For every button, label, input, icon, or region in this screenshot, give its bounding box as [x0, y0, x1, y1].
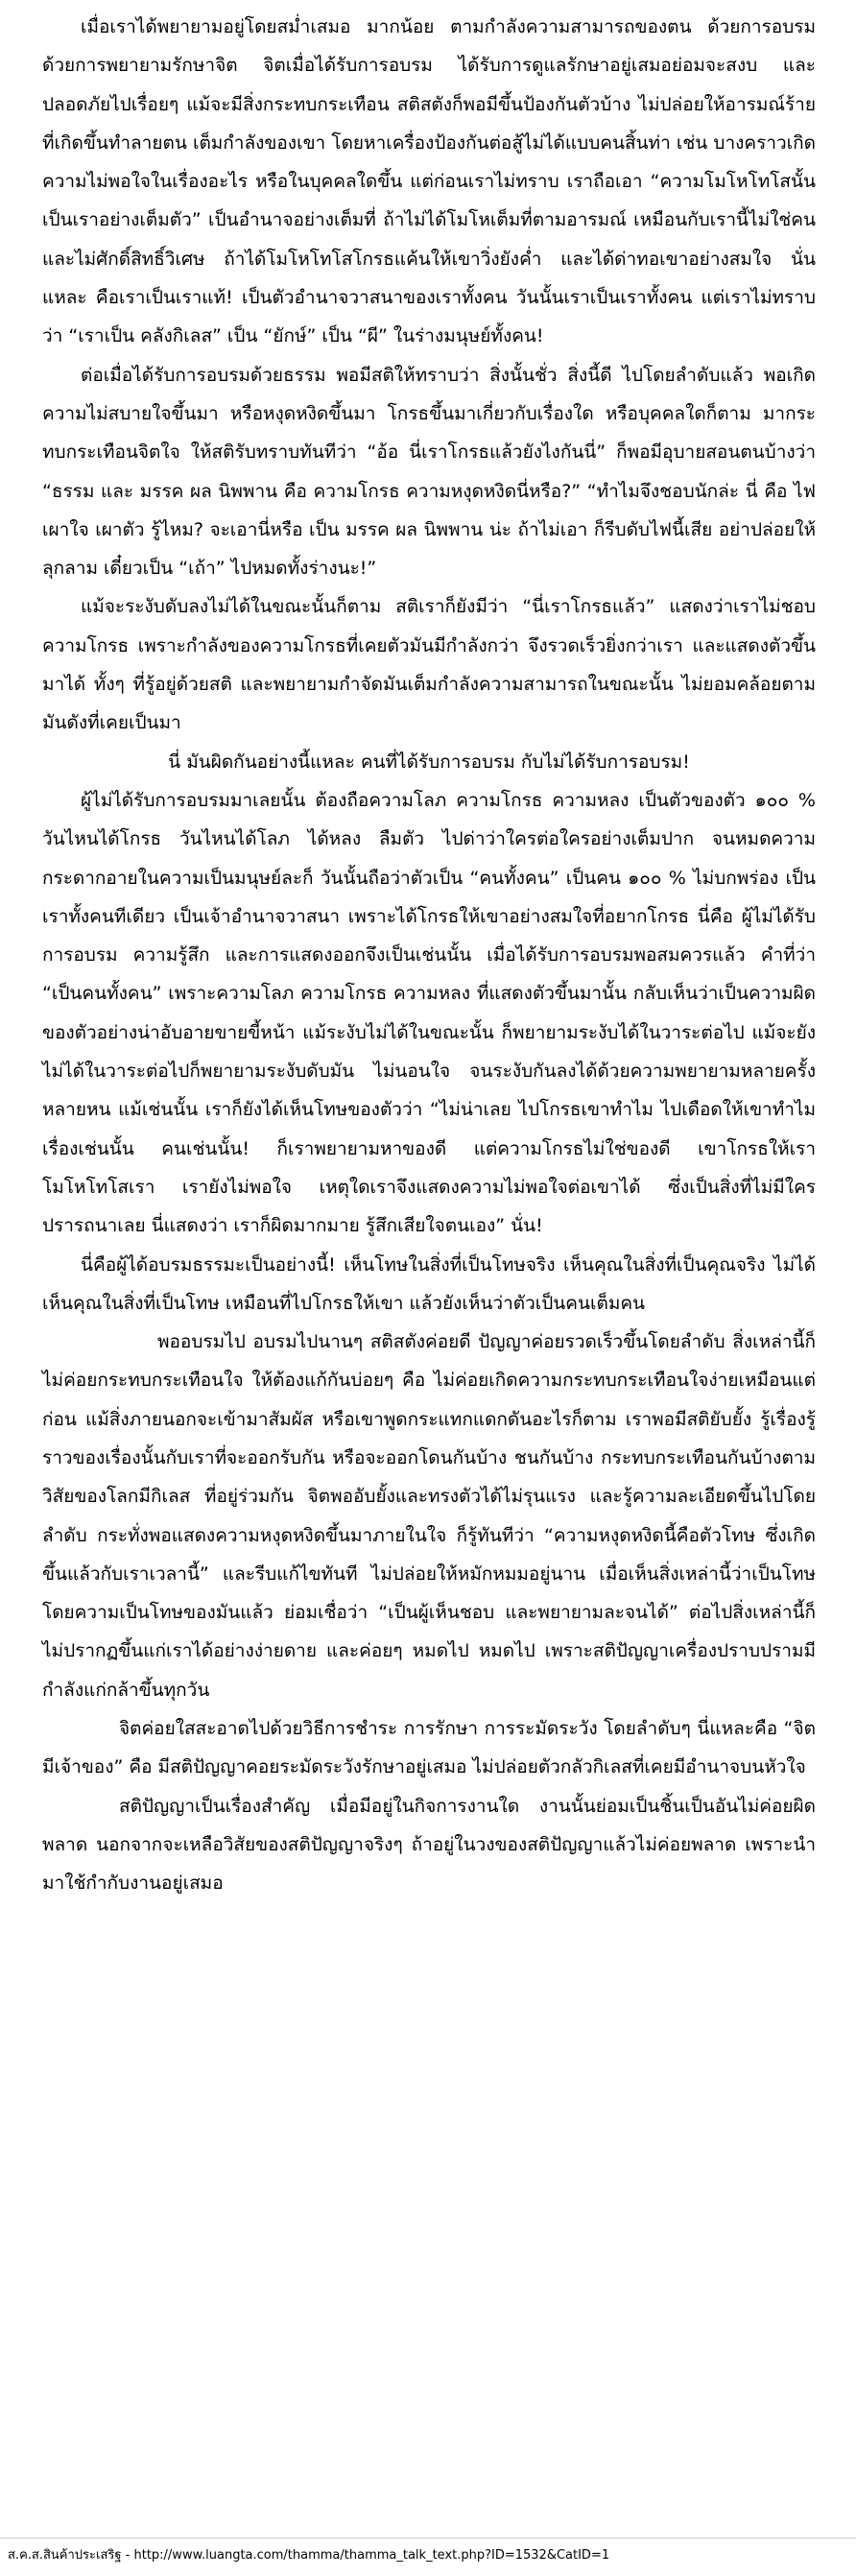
- footer-divider: [0, 2538, 856, 2539]
- document-body: [42, 8, 816, 1903]
- paragraph-2: ต่อเมื่อได้รับการอบรมด้วยธรรม พอมีสติให้ทราบว่า สิ่งนั้นชั่ว สิ่งนี้ดี ไปโดยลำดับแล้ว พอเกิดความไม่สบายใจขึ้นมา หรือหงุดหงิดขึ้นมา โกรธขึ้นมาเกี่ยวกับเรื่องใด หรือบุคคลใดก็ตาม มากระทบกระเทือนจิตใจ ให้สติรับทราบทันทีว่า “อ้อ นี่เราโกรธแล้วยังไงกันนี่” ก็พอมีอุบายสอนตนบ้างว่า “ธรรม และ มรรค ผล นิพพาน คือ ความโกรธ ความหงุดหงิดนี่หรือ?” “ทำไมจึงชอบนักล่ะ นี่ คือ ไฟ เผาใจ เผาตัว รู้ไหม? จะเอานี่หรือ เป็น มรรค ผล นิพพาน น่ะ ถ้าไม่เอา ก็รีบดับไฟนี้เสีย อย่าปล่อยให้ลุกลาม เดี๋ยวเป็น “เถ้า” ไปหมดทั้งร่างนะ!”: [42, 364, 816, 580]
- paragraph-5: ผู้ไม่ได้รับการอบรมมาเลยนั้น ต้องถือความโลภ ความโกรธ ความหลง เป็นตัวของตัว ๑๐๐ % วันไหนได้โกรธ วันไหนได้โลภ ได้หลง ลืมตัว ไปด่าว่าใครต่อใครอย่างเต็มปาก จนหมดความกระดากอายในความเป็นมนุษย์ละก็ วันนั้นถือว่าตัวเป็น “คนทั้งคน” เป็นคน ๑๐๐ % ไม่บกพร่อง เป็นเราทั้งคนทีเดียว เป็นเจ้าอำนาจวาสนา เพราะได้โกรธให้เขาอย่างสมใจที่อยากโกรธ นี่คือ ผู้ไม่ได้รับการอบรม ความรู้สึก และการแสดงออกจึงเป็นเช่นนั้น เมื่อได้รับการอบรมพอสมควรแล้ว คำที่ว่า “เป็นคนทั้งคน” เพราะความโลภ ความโกรธ ความหลง ที่แสดงตัวขึ้นมานั้น กลับเห็นว่าเป็นความผิดของตัวอย่างน่าอับอายขายขี้หน้า แม้ระงับไม่ได้ในขณะนั้น ก็พยายามระงับได้ในวาระต่อไป แม้จะยังไม่ได้ในวาระต่อไปก็พยายามระงับดับมัน ไม่นอนใจ จนระงับกันลงได้ด้วยความพยายามหลายครั้งหลายหน แม้เช่นนั้น เราก็ยังได้เห็นโทษของตัวว่า “ไม่น่าเลย ไปโกรธเขาทำไม ไปเดือดให้เขาทำไม เรื่องเช่นนั้น คนเช่นนั้น! ก็เราพยายามหาของดี แต่ความโกรธไม่ใช่ของดี เขาโกรธให้เรา โมโหโทโสเรา เรายังไม่พอใจ เหตุใดเราจึงแสดงความไม่พอใจต่อเขาได้ ซึ่งเป็นสิ่งที่ไม่มีใครปรารถนาเลย นี่แสดงว่า เราก็ผิดมากมาย รู้สึกเสียใจตนเอง” นั่น!: [42, 789, 816, 1237]
- paragraph-8: จิตค่อยใสสะอาดไปด้วยวิธีการชำระ การรักษา การระมัดระวัง โดยลำดับๆ นี่แหละคือ “จิตมีเจ้าของ” คือ มีสติปัญญาคอยระมัดระวังรักษาอยู่เสมอ ไม่ปล่อยตัวกลัวกิเลสที่เคยมีอำนาจบนหัวใจ: [42, 1718, 816, 1778]
- paragraph-4: นี่ มันผิดกันอย่างนี้แหละ คนที่ได้รับการอบรม กับไม่ได้รับการอบรม!: [168, 751, 690, 773]
- paragraph-6: นี่คือผู้ได้อบรมธรรมะเป็นอย่างนี้! เห็นโทษในสิ่งที่เป็นโทษจริง เห็นคุณในสิ่งที่เป็นคุณจริง ไม่ได้เห็นคุณในสิ่งที่เป็นโทษ เหมือนที่ไปโกรธให้เขา แล้วยังเห็นว่าตัวเป็นคนเต็มคน: [42, 1253, 816, 1314]
- paragraph-7: พออบรมไป อบรมไปนานๆ สติสตังค่อยดี ปัญญาค่อยรวดเร็วขึ้นโดยลำดับ สิ่งเหล่านี้ก็ไม่ค่อยกระทบกระเทือนใจ ให้ต้องแก้กันบ่อยๆ คือ ไม่ค่อยเกิดความกระทบกระเทือนใจง่ายเหมือนแต่ก่อน แม้สิ่งภายนอกจะเข้ามาสัมผัส หรือเขาพูดกระแทกแดกดันอะไรก็ตาม เราพอมีสติยับยั้ง รู้เรื่องรู้ราวของเรื่องนั้นกับเราที่จะออกรับกัน หรือจะออกโดนกันบ้าง ชนกันบ้าง กระทบกระเทือนกันบ้างตามวิสัยของโลกมีกิเลส ที่อยู่ร่วมกัน จิตพออับยั้งและทรงตัวได้ไม่รุนแรง และรู้ความละเอียดขึ้นไปโดยลำดับ กระทั่งพอแสดงความหงุดหงิดขึ้นมาภายในใจ ก็รู้ทันทีว่า “ความหงุดหงิดนี้คือตัวโทษ ซึ่งเกิดขึ้นแล้วกับเราเวลานี้” และรีบแก้ไขทันที ไม่ปล่อยให้หมักหมมอยู่นาน เมื่อเห็นสิ่งเหล่านี้ว่าเป็นโทษโดยความเป็นโทษของมันแล้ว ย่อมเชื่อว่า “เป็นผู้เห็นชอบ และพยายามละจนได้” ต่อไปสิ่งเหล่านี้ก็ไม่ปรากฏขึ้นแก่เราได้อย่างง่ายดาย และค่อยๆ หมดไป หมดไป เพราะสติปัญญาเครื่องปราบปรามมีกำลังแก่กล้าขึ้นทุกวัน: [42, 1331, 816, 1701]
- paragraph-1: เมื่อเราได้พยายามอยู่โดยสม่ำเสมอ มากน้อย ตามกำลังความสามารถของตน ด้วยการอบรม ด้วยการพยายามรักษาจิต จิตเมื่อได้รับการอบรม ได้รับการดูแลรักษาอยู่เสมอย่อมจะสงบ และปลอดภัยไปเรื่อยๆ แม้จะมีสิ่งกระทบกระเทือน สติสตังก็พอมีขึ้นป้องกันตัวบ้าง ไม่ปล่อยให้อารมณ์ร้ายที่เกิดขึ้นทำลายตน เต็มกำลังของเขา โดยหาเครื่องป้องกันต่อสู้ไม่ได้แบบคนสิ้นท่า เช่น บางคราวเกิดความไม่พอใจในเรื่องอะไร หรือในบุคคลใดขึ้น แต่ก่อนเราไม่ทราบ เราถือเอา “ความโมโหโทโสนั้น เป็นเราอย่างเต็มตัว” เป็นอำนาจอย่างเต็มที่ ถ้าไม่ได้โมโหเต็มที่ตามอารมณ์ เหมือนกับเรานี้ไม่ใช่คน และไม่ศักดิ์สิทธิ์วิเศษ ถ้าได้โมโหโทโสโกรธแค้นให้เขาวิ่งยังค่ำ และได้ด่าทอเขาอย่างสมใจ นั่นแหละ คือเราเป็นเราแท้! เป็นตัวอำนาจวาสนาของเราทั้งคน วันนั้นเราเป็นเราทั้งคน แต่เราไม่ทราบว่า “เราเป็น คลังกิเลส” เป็น “ยักษ์” เป็น “ผี” ในร่างมนุษย์ทั้งคน!: [42, 16, 816, 347]
- paragraph-3: แม้จะระงับดับลงไม่ได้ในขณะนั้นก็ตาม สติเราก็ยังมีว่า “นี่เราโกรธแล้ว” แสดงว่าเราไม่ชอบความโกรธ เพราะกำลังของความโกรธที่เคยตัวมันมีกำลังกว่า จึงรวดเร็วยิ่งกว่าเรา และแสดงตัวขึ้นมาได้ ทั้งๆ ที่รู้อยู่ด้วยสติ และพยายามกำจัดมันเต็มกำลังความสามารถในขณะนั้น ไม่ยอมคล้อยตามมันดังที่เคยเป็นมา: [42, 596, 816, 734]
- paragraph-9: สติปัญญาเป็นเรื่องสำคัญ เมื่อมีอยู่ในกิจการงานใด งานนั้นย่อมเป็นชิ้นเป็นอันไม่ค่อยผิดพลาด นอกจากจะเหลือวิสัยของสติปัญญาจริงๆ ถ้าอยู่ในวงของสติปัญญาแล้วไม่ค่อยพลาด เพราะนำมาใช้กำกับงานอยู่เสมอ: [42, 1795, 816, 1895]
- source-footer: ส.ค.ส.สินค้าประเสริฐ - http://www.luangta.com/thamma/thamma_talk_text.php?ID=1532&CatID=1: [8, 2548, 610, 2563]
